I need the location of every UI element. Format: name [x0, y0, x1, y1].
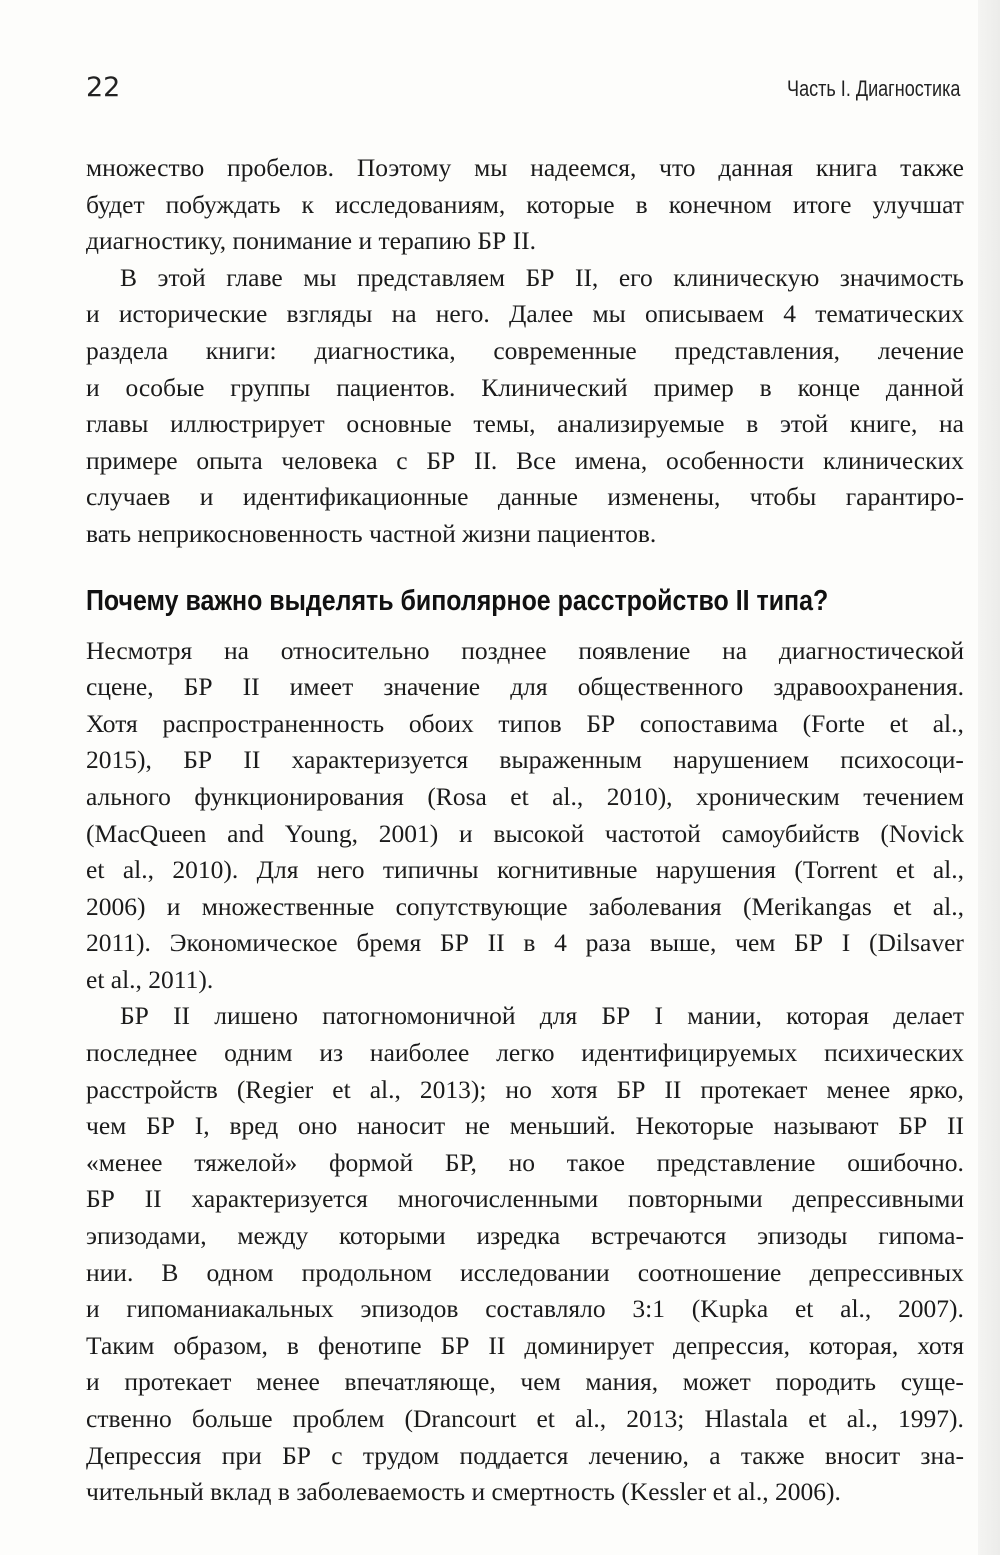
- text-line: чем БР I, вред оно наносит не меньший. Некоторые называют БР II: [86, 1111, 964, 1141]
- page-body: [86, 150, 964, 1511]
- text-line: и протекает менее впечатляюще, чем мания, может породить суще-: [86, 1367, 964, 1397]
- paragraph-3: [86, 633, 964, 999]
- text-line: Депрессия при БР с трудом поддается лечению, а также вносит зна-: [86, 1440, 964, 1470]
- text-line: и исторические взгляды на него. Далее мы описываем 4 тематических: [86, 299, 964, 329]
- text-line: БР II лишено патогномоничной для БР I мании, которая делает: [120, 1001, 964, 1031]
- text-line: Таким образом, в фенотипе БР II доминирует депрессия, которая, хотя: [86, 1330, 964, 1360]
- text-line: эпизодами, между которыми изредка встречаются эпизоды гипома-: [86, 1221, 964, 1251]
- text-line: последнее одним из наиболее легко идентифицируемых психических: [86, 1038, 964, 1068]
- text-line: и гипоманиакальных эпизодов составляло 3:1 (Kupka et al., 2007).: [86, 1294, 964, 1324]
- text-line: вать неприкосновенность частной жизни пациентов.: [86, 518, 657, 548]
- text-line: примере опыта человека с БР II. Все имена, особенности клинических: [86, 445, 964, 475]
- text-line: и особые группы пациентов. Клинический пример в конце данной: [86, 372, 964, 402]
- text-line: В этой главе мы представляем БР II, его клиническую значимость: [120, 262, 964, 292]
- text-line: будет побуждать к исследованиям, которые в конечном итоге улучшат: [86, 189, 964, 219]
- paragraph-1: [86, 150, 964, 260]
- page-edge-shadow: [978, 0, 1000, 1555]
- text-line: БР II характеризуется многочисленными повторными депрессивными: [86, 1184, 964, 1214]
- text-line: диагностику, понимание и терапию БР II.: [86, 226, 536, 256]
- section-heading: Почему важно выделять биполярное расстройство II типа?: [86, 584, 829, 617]
- running-head: Часть I. Диагностика: [786, 76, 960, 101]
- text-line: 2015), БР II характеризуется выраженным нарушением психосоци-: [86, 745, 964, 775]
- text-line: расстройств (Regier et al., 2013); но хотя БР II протекает менее ярко,: [86, 1074, 964, 1104]
- paragraph-4: [86, 998, 964, 1510]
- text-line: главы иллюстрирует основные темы, анализируемые в этой книге, на: [86, 409, 964, 439]
- text-line: 2011). Экономическое бремя БР II в 4 раза выше, чем БР I (Dilsaver: [86, 928, 964, 958]
- text-line: нии. В одном продольном исследовании соотношение депрессивных: [86, 1257, 964, 1287]
- text-line: «менее тяжелой» формой БР, но такое представление ошибочно.: [86, 1147, 964, 1177]
- page-number: 22: [86, 72, 121, 103]
- text-line: чительный вклад в заболеваемость и смертность (Kessler et al., 2006).: [86, 1477, 841, 1507]
- text-line: (MacQueen and Young, 2001) и высокой частотой самоубийств (Novick: [86, 818, 964, 848]
- text-line: раздела книги: диагностика, современные представления, лечение: [86, 335, 964, 365]
- text-line: сцене, БР II имеет значение для общественного здравоохранения.: [86, 672, 964, 702]
- text-line: et al., 2011).: [86, 964, 214, 994]
- text-line: множество пробелов. Поэтому мы надеемся, что данная книга также: [86, 153, 964, 182]
- text-line: ственно больше проблем (Drancourt et al., 2013; Hlastala et al., 1997).: [86, 1404, 964, 1433]
- text-line: Хотя распространенность обоих типов БР сопоставима (Forte et al.,: [86, 708, 964, 738]
- text-line: случаев и идентификационные данные изменены, чтобы гарантиро-: [86, 482, 964, 512]
- text-line: et al., 2010). Для него типичны когнитивные нарушения (Torrent et al.,: [86, 855, 964, 885]
- paragraph-2: [86, 260, 964, 553]
- text-line: 2006) и множественные сопутствующие заболевания (Merikangas et al.,: [86, 891, 964, 921]
- text-line: Несмотря на относительно позднее появление на диагностической: [86, 635, 964, 665]
- page-header: [86, 72, 960, 112]
- text-line: ального функционирования (Rosa et al., 2010), хроническим течением: [86, 781, 964, 811]
